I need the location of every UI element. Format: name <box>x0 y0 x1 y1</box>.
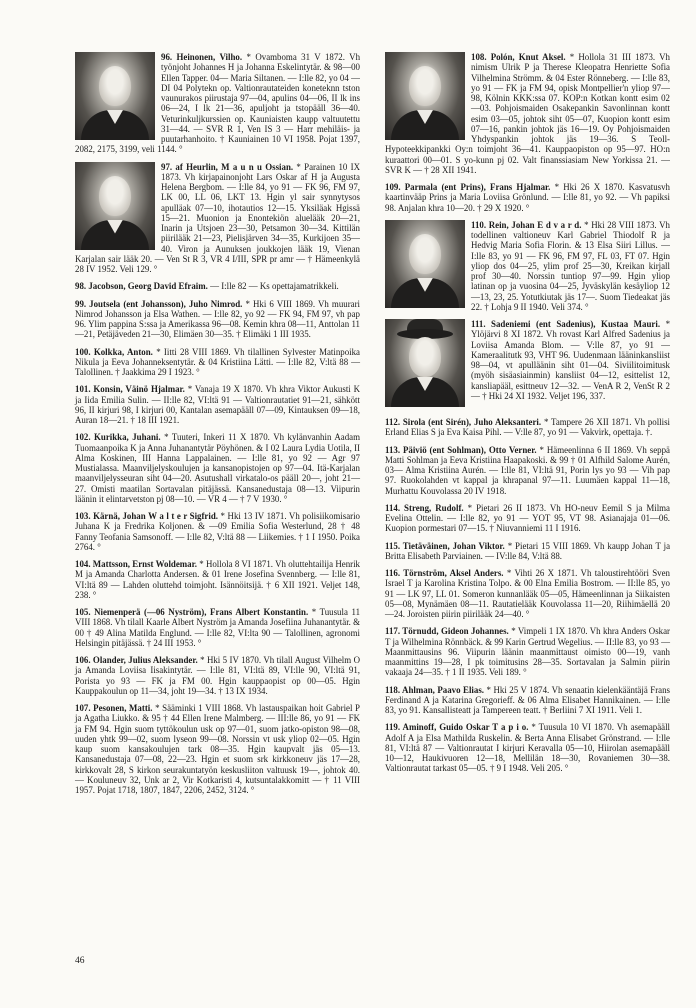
entry-text: * Hämeenlinna 6 II 1869. Vh seppä Matti Sohlman ja Eeva Kristiina Haapakoski. & 99 † 01 Alfhild Salome Aurén, 03— Alma Kristiina Aurén. — I:lle 81, VI:ltä 91, Porin lys yo 93 — Vih pap 97. Ruokolahden vt kappal ja khrapanal 97—11. Luumäen kappal 11—18, Murhattu Kouvolassa 20 IV 1918. <box>385 444 670 496</box>
portrait-photo <box>75 162 155 250</box>
biography-entry <box>385 503 670 534</box>
entry-text: * Iitti 28 VIII 1869. Vh tilallinen Sylvester Matinpoika Nikula ja Eeva Johanneksentytär. & 04 Kristiina Lätti. — I:lle 82, V:ltä 88 — Talollinen. † Jaakkima 29 I 1923. ° <box>75 346 360 377</box>
entry-text: * Tuuteri, Inkeri 11 X 1870. Vh kylänvanhin Aadam Tuomaanpoika K ja Anna Juhanantytär Pöyhönen. & I 02 Laura Lydia Uotila, II Alma Koskinen, III Hanna Lappalainen. — I:lle 81, yo 92 — Agr 97 Mustialassa. Maanviljelyskoulujen ja kansanopistojen op 97—04. Itä-Karjalan maanviljelysseuran siht 04—20. Asutushall virkatalo-os pääll 20—, joht 21—27. Omisti maatilan Sortavalan pitäjässä. Kansanedustaja 08—13. Viipurin läänin it elintarvetston pj 08—10. — VR 4 — † 7 V 1930. ° <box>75 432 361 504</box>
biography-entry <box>385 626 670 677</box>
entry-heading: 107. Pesonen, Matti. <box>75 703 153 713</box>
biography-entry <box>75 299 360 340</box>
entry-heading: 104. Mattsson, Ernst Woldemar. <box>75 559 197 569</box>
entry-text: * Tampere 26 XII 1871. Vh pollisi Erland Elias S ja Eva Kaisa Pihl. — V:lle 87, yo 91 — Vakvirk, opettaja. †. <box>385 417 671 438</box>
entry-text: * Vimpeli 1 IX 1870. Vh khra Anders Oskar T ja Wilhelmina Rönnbäck. & 99 Karin Gertrud Wegelius. — II:lle 83, yo 93 — Maanmittausins 96. Viipurin läänin maanmittaust oimisto 00—19, vanh maanmittins 19—28, I pk toimitusins 28—35. Sortavalan ja Salmin piirin vakaaja 24—35. † 1 II 1935. Veli 189. ° <box>385 626 670 678</box>
biography-entry <box>75 384 360 425</box>
entry-heading: 118. Ahlman, Paavo Elias. <box>385 684 485 695</box>
entry-heading: 110. Rein, Johan E d v a r d. <box>471 219 582 230</box>
entry-heading: 105. Niemenperä (—06 Nyström), Frans Albert Konstantin. <box>75 607 309 617</box>
entry-heading: 108. Polón, Knut Aksel. <box>471 52 566 62</box>
entry-text: * Vihti 26 X 1871. Vh taloustirehtööri Sven Israel T ja Karolina Kristina Tolpo. & 00 Elna Emilia Bostrom. — II:lle 85, yo 91 — LK 97, LL 01. Someron kunnanlääk 05—05, Hämeenlinnan ja Siikaisten 05—08, Mynämäen 08—11. Rautatielääk Kouvolassa 11—20, Riihimäellä 20—24. Joroisten piirin piirilääk 24—40. ° <box>385 568 670 619</box>
portrait-photo <box>75 52 155 140</box>
biography-entry <box>385 568 670 619</box>
biography-entry <box>75 432 360 504</box>
entry-text: * Hki 13 IV 1871. Vh polisiikomisario Juhana K ja Fredrika Koljonen. & —09 Emilia Sofia Westerlund, 28 † 48 Fanny Teofania Samsonoff. — I:lle 82, V:ltä 88 — Liikemies. † 1 I 1950. Poika 2764. ° <box>75 511 360 552</box>
entry-heading: 116. Törnström, Aksel Anders. <box>385 568 504 578</box>
entry-text: * Sääminki 1 VIII 1868. Vh lastauspaikan hoit Gabriel P ja Agatha Liukko. & 95 † 44 Ellen Irene Malmberg. — III:lle 86, yo 91 — FK ja FM 94. Hgin suom tyttökoulun usk op 97—01, suom jatko-opiston 98—08, uuden yhtk 99—02, suom lyseon 99—08. Norssin vt usk yliop 02—05. Hgin kaup suom kansakoulujen tark 08—35. Hgin kaupvalt jäs 05—13. Kansanedustaja 07—08, 22—23. Hgin et suom srk kirkkoneuv jäs 17—28, kirkkovalt 28, S kirkon seurakuntatyön keskusliiton valtuusk 19—, johtok 40. — Kouluneuv 32, Unk ar 2, Vir Kotkaristi 4, kutsuntalakkomitt — † 11 VIII 1957. Pojat 1718, 1807, 1847, 2206, 2452, 3124. ° <box>75 703 360 795</box>
biography-entry <box>75 347 360 378</box>
entry-text: * Pietari 26 II 1873. Vh HO-neuv Eemil S ja Milma Evelina Ottelin. — I:lle 82, yo 91 — YOT 95, VT 98. Asianajaja 01—06. Kuopion pormestari 07—15. † Niuvanniemi 11 I 1916. <box>385 502 670 534</box>
entry-text: * Hki 5 IV 1870. Vh tilall August Vilhelm O ja Amanda Loviisa Iisakintytär. — I:lle 81, VI:ltä 89, VI:lle 90, VI:ltä 91, Porista yo 93 — FK ja FM 00. Hgin kauppaopist op 00—05. Hgin Kauppakoulun op 11—34, joht 19—34. † 13 IX 1934. <box>75 655 360 696</box>
biography-entry <box>75 52 360 155</box>
entry-heading: 97. af Heurlin, M a u n u Ossian. <box>161 161 294 172</box>
biography-entry <box>385 541 670 562</box>
entry-heading: 119. Aminoff, Guido Oskar T a p i o. <box>385 722 529 733</box>
biography-entry <box>385 319 670 410</box>
entry-text: * Hki 25 V 1874. Vh senaatin kielenkääntäjä Frans Ferdinand A ja Katarina Gregorieff. & 06 Alma Elisabet Hannikainen. — I:lle 83, yo 91. Kansallisteatt ja Tampereen teatt. † Berliini 7 XI 1911. Veli 1. <box>385 684 671 715</box>
entry-text: * Ylöjärvi 8 XI 1872. Vh rovast Karl Alfred Sadenius ja Loviisa Amanda Blom. — V:lle 87, yo 91 — Kameraalitutk 93, VHT 96. Uudenmaan lääninkansliist 98—04, vt apulläänin siht 01—04. Siviilitoimitusk (myöh sisäasiainmin) kansliist 04—12, esittelist 12, kansliapääl, esittneuv 12—32. — VenA R 2, VenSt R 2 — † Hki 24 XI 1932. Veljet 196, 337. <box>471 319 670 401</box>
entry-heading: 101. Konsin, Väinö Hjalmar. <box>75 384 185 395</box>
biography-entry <box>385 417 670 438</box>
entry-text: — I:lle 82 — Ks opettajamatrikkeli. <box>210 281 339 292</box>
entry-text: * Tuusula 10 VI 1870. Vh asemapääll Adolf A ja Elsa Mathilda Ruskelin. & Berta Anna Elisabet Grönstrand. — I:lle 81, VI:ltä 87 — Valtionrautat I kirjuri Keravalla 05—10, Hiirolan asemapääll 10—12, Haukivuoren 12—18, Mellilän 18—30, Rovaniemen 30—38. Valtionrautat tarkast 05—05. † 9 I 1948. Veli 205. ° <box>385 722 671 774</box>
entry-heading: 98. Jacobson, Georg David Efraim. <box>75 281 208 292</box>
entry-text: * Vanaja 19 X 1870. Vh khra Viktor Aukusti K ja Iida Emilia Sulin. — II:lle 82, VI:ltä 91 — Valtionrautatiet 91—21, sähkött 96, II kirjuri 98, I kirjuri 00, Kantalan asemapääll 07—09, Kintauksen 09—18, Auran 18—21. † 18 III 1921. <box>75 384 361 425</box>
entry-heading: 106. Olander, Julius Aleksander. <box>75 655 198 665</box>
entry-heading: 96. Heinonen, Vilho. <box>161 52 243 62</box>
entry-text: * Hki 28 VIII 1873. Vh todellinen valtioneuv Karl Gabriel Thiodolf R ja Hedvig Maria Sofia Florin. & 13 Elsa Siiri Lillus. — I:lle 83, yo 91 — FK 96, FM 97, FL 03, FT 07. Hgin yliop dos 04—25, ylim prof 25—30, Kreikan kirjall prof 30—40. Norssin tuntiop 97—99. Hgin yliop latinan op ja vuosina 04—25, Jyväskylän kesäyliop 12—13, 23, 25. Yotutkiutak jäs 17—. Suom Tiedeakat jäs 22. † Lohja 9 II 1940. Veli 374. ° <box>471 219 670 312</box>
biography-entry <box>75 607 360 648</box>
entry-heading: 112. Sirola (ent Sirén), Juho Aleksanteri. <box>385 417 542 427</box>
biography-entry <box>385 220 670 312</box>
biography-entry <box>385 722 670 773</box>
entry-text: * Hki 26 X 1870. Kasvatusvh kaartinvääp Prins ja Maria Loviisa Grönlund. — I:lle 81, yo 92. — Vh papiksi 98. Anjalan khra 10—20. † 29 X 1920. ° <box>385 182 670 213</box>
portrait-photo <box>385 319 465 407</box>
entry-text: * Ovamboma 31 V 1872. Vh työnjoht Johannes H ja Johanna Eskelintytär. & 98—00 Ellen Tapper. 04— Maria Siltanen. — I:lle 82, yo 04 — DI 04 Polytekn op. Valtionrautateiden koneteknn tston vaunurakos piirustaja 97—04, apulins 04—06, II lk ins 06—24, I lk 21—36, apuljoht ja tstopääll 36—40. Veturinkuljkurssien op. Kauniaisten kaupp valtuutettu 31—44. — SVR R 1, Ven IS 3 — Harr mehiläis- ja puutarhanhoito. † Kauniainen 10 VI 1958. Pojat 1397, 2082, 2175, 3199, veli 1144. ° <box>75 52 360 155</box>
biography-entry <box>385 685 670 716</box>
entry-text: * Tuusula 11 VIII 1868. Vh tilall Kaarle Albert Nyström ja Amanda Josefiina Juhanantytär. & 00 † 49 Alina Matilda Englund. — I:lle 82, VI:lta 90 — Talollinen, agronomi Helsingin pitäjässä. † 24 III 1953. ° <box>75 607 361 648</box>
entry-heading: 114. Streng, Rudolf. <box>385 502 464 513</box>
biography-entry <box>75 162 360 275</box>
biography-entry <box>75 703 360 795</box>
right-column <box>385 52 670 781</box>
entry-heading: 99. Joutsela (ent Johansson), Juho Nimrod. <box>75 298 243 309</box>
entry-heading: 115. Tietäväinen, Johan Viktor. <box>385 540 505 551</box>
entry-text: * Hki 6 VIII 1869. Vh muurari Nimrod Johansson ja Elsa Wathen. — I:lle 82, yo 92 — FK 94, FM 97, vh pap 96. Ylim pappina S:ssa ja Amerikassa 96—08. Kemin khra 08—11, Anttolan 11—21, Petäjäveden 21—30, Elimäen 30—35. † Elimäki 1 III 1935. <box>75 298 361 340</box>
left-column <box>75 52 360 802</box>
entry-heading: 103. Kärnä, Johan W a l t e r Sigfrid. <box>75 511 218 521</box>
biography-entry <box>385 182 670 213</box>
entry-heading: 113. Päiviö (ent Sohlman), Otto Verner. <box>385 444 537 455</box>
entry-text: * Hollola 31 III 1873. Vh nimism Ulrik P ja Therese Kleopatra Henriette Sofia Vilhelmina Strömm. & 04 Ester Rönneberg. — I:lle 83, yo 91 — FK ja FM 94, opisk Montpellier'n yliop 97—98, Kölnin KKK:ssa 07. KOP:n Kotkan kontt esim 02—03. Pohjoismaiden Osakepankin Savonlinnan kontt esim 03—05, johtok siht 05—07, Kuopion kontt esim 07—16, pankin johtok jäs 16—19. Oy Pohjoismaiden Yhdyspankin johtok jäs 19—36. S Teoll-Hypoteekkipankki Oy:n toimjoht 36—41. Kauppaopiston op 95—97. HO:n kuraattori 00—01. S yo-kunn pj 02. Valt finanssiasiam New Yorkissa 21. — SVR K — † 28 XII 1941. <box>385 52 670 175</box>
page-number: 46 <box>75 956 85 966</box>
entry-heading: 102. Kurikka, Juhani. <box>75 432 161 443</box>
entry-text: * Pietari 15 VIII 1869. Vh kaupp Johan T ja Britta Elisabeth Parviainen. — IV:lle 84, V:ltä 88. <box>385 540 671 561</box>
biography-entry <box>75 511 360 552</box>
biography-entry <box>75 559 360 600</box>
entry-heading: 109. Parmala (ent Prins), Frans Hjalmar. <box>385 182 551 192</box>
entry-heading: 111. Sadeniemi (ent Sadenius), Kustaa Mauri. <box>471 319 661 329</box>
entry-text: * Parainen 10 IX 1873. Vh kirjapainonjoht Lars Oskar af H ja Augusta Helena Bergbom. — I:lle 84, yo 91 — FK 96, FM 97, LK 00, LL 06, LKT 13. Hgin yl sair synnytysos apulläak 07—10, ihotautios 12—15. Yksiläak Hgissä 15—21. Muonion ja Enontekiön aluelääk 20—21, Inarin ja Utsjoen 23—30, Petsamon 30—34. Kittilän piirilääk 21—23, Pielisjärven 34—35, Kurkijoen 35—40. Viron ja Aunuksen joukkojen lääk 19, Vienan Karjalan sair lääk 20. — Ven St R 3, VR 4 I/III, SPR pr amr — † Hämeenkylä 28 IV 1952. Veli 129. ° <box>75 161 360 274</box>
biography-entry <box>75 655 360 696</box>
entry-text: * Hollola 8 VI 1871. Vh oluttehtailija Henrik M ja Amanda Charlotta Andersen. & 01 Irene Josefina Svennberg. — I:lle 81, VI:ltä 89 — Lahden oluttehd toimjoht. Isännöitsijä. † 6 XII 1921. Veljet 148, 238. ° <box>75 559 360 600</box>
biography-entry <box>385 445 670 496</box>
entry-heading: 117. Törnudd, Gideon Johannes. <box>385 626 509 637</box>
portrait-photo <box>385 52 465 140</box>
biography-entry <box>385 52 670 175</box>
portrait-photo <box>385 220 465 308</box>
entry-heading: 100. Kolkka, Anton. <box>75 346 153 357</box>
biography-entry <box>75 281 360 291</box>
